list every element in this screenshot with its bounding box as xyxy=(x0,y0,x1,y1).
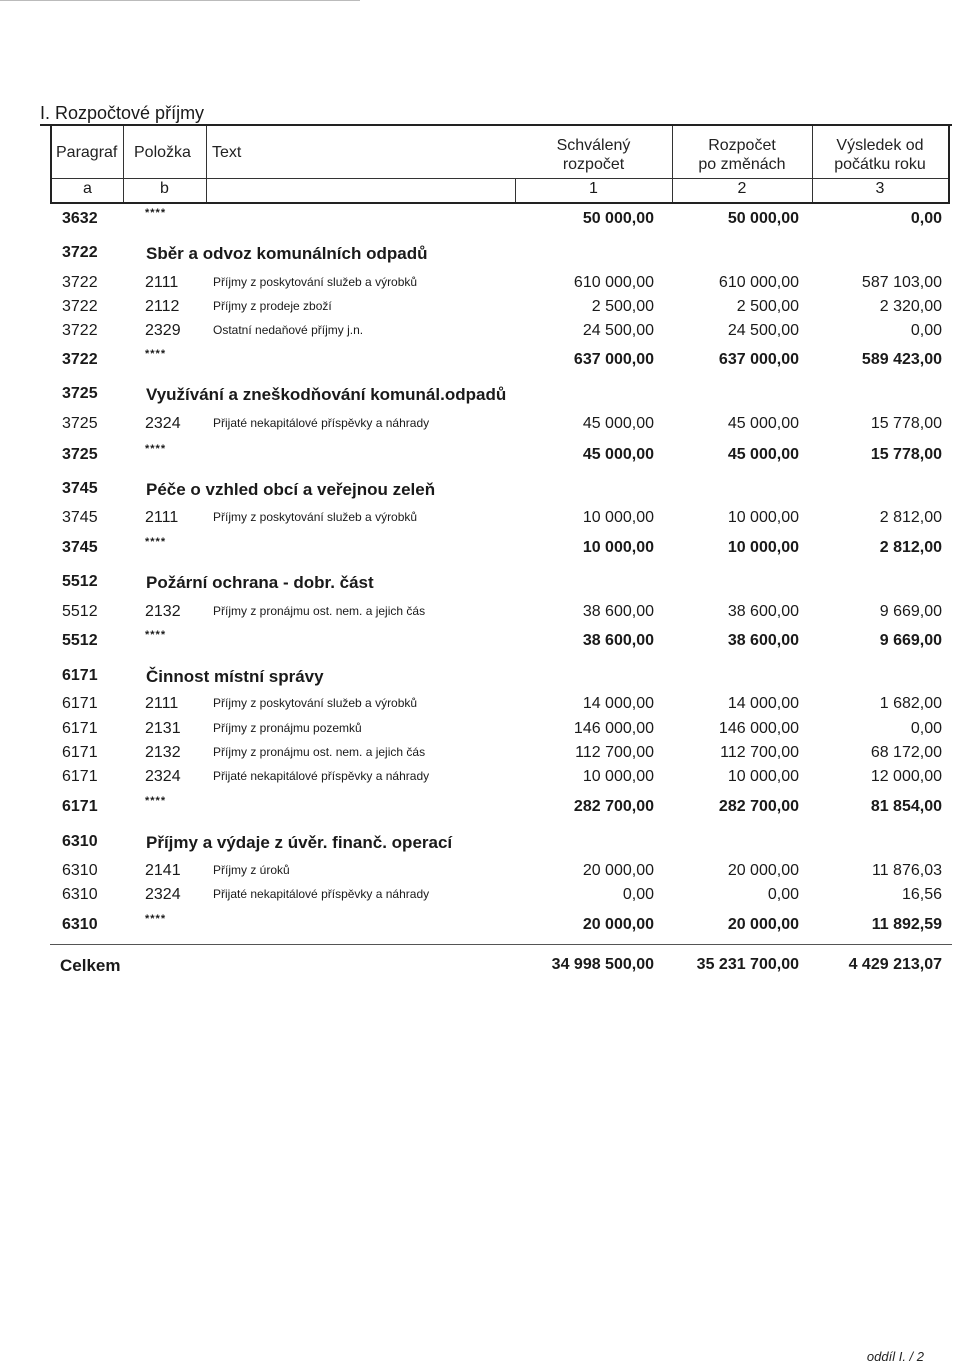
cell-polozka: **** xyxy=(145,207,167,219)
cell-vysledek: 15 778,00 xyxy=(870,415,942,432)
subtotal-row xyxy=(0,913,960,942)
cell-rozpocet: 14 000,00 xyxy=(727,695,799,712)
header-vysledek-line1: Výsledek od xyxy=(836,137,924,154)
cell-paragraf: 6171 xyxy=(62,798,98,815)
cell-polozka: **** xyxy=(145,348,167,360)
cell-polozka: **** xyxy=(145,913,167,925)
header-separator xyxy=(52,178,948,179)
cell-polozka: 2324 xyxy=(145,768,181,785)
cell-paragraf: 3722 xyxy=(62,274,98,291)
section-title: Péče o vzhled obcí a veřejnou zeleň xyxy=(146,480,436,499)
cell-rozpocet: 10 000,00 xyxy=(727,768,799,785)
cell-rozpocet: 20 000,00 xyxy=(727,862,799,879)
cell-text: Příjmy z poskytování služeb a výrobků xyxy=(213,510,418,524)
table-row xyxy=(0,298,960,324)
header-vysledek-line2: počátku roku xyxy=(834,156,926,173)
cell-paragraf: 3722 xyxy=(62,298,98,315)
page-title: I. Rozpočtové příjmy xyxy=(40,103,205,123)
cell-paragraf: 3632 xyxy=(62,210,98,227)
header-sub-b: b xyxy=(160,180,169,197)
header-paragraf: Paragraf xyxy=(56,144,118,161)
cell-paragraf: 3722 xyxy=(62,322,98,339)
header-schvaleny-line2: rozpočet xyxy=(562,156,625,173)
header-sub-3: 3 xyxy=(875,180,885,197)
cell-polozka: **** xyxy=(145,536,167,548)
cell-vysledek: 0,00 xyxy=(910,210,942,227)
table-row xyxy=(0,274,960,300)
cell-paragraf: 3725 xyxy=(62,385,98,402)
cell-schvaleny: 0,00 xyxy=(622,886,654,903)
cell-schvaleny: 38 600,00 xyxy=(582,603,654,620)
section-title: Využívání a zneškodňování komunál.odpadů xyxy=(146,385,507,404)
cell-polozka: 2111 xyxy=(145,509,179,526)
cell-rozpocet: 0,00 xyxy=(767,886,799,903)
cell-polozka: **** xyxy=(145,629,167,641)
cell-rozpocet: 282 700,00 xyxy=(718,798,799,815)
table-row xyxy=(0,322,960,348)
page-footer: oddíl I. / 2 xyxy=(866,1349,924,1364)
header-text: Text xyxy=(212,144,242,161)
cell-paragraf: 3745 xyxy=(62,539,98,556)
cell-schvaleny: 20 000,00 xyxy=(582,916,654,933)
cell-schvaleny: 50 000,00 xyxy=(582,210,654,227)
table-row xyxy=(0,862,960,888)
table-row xyxy=(0,744,960,770)
cell-vysledek: 68 172,00 xyxy=(870,744,942,761)
cell-rozpocet: 45 000,00 xyxy=(727,446,799,463)
cell-vysledek: 1 682,00 xyxy=(879,695,942,712)
cell-text: Ostatní nedaňové příjmy j.n. xyxy=(213,323,364,337)
section-row xyxy=(0,480,960,506)
table-header xyxy=(50,126,950,204)
cell-rozpocet: 2 500,00 xyxy=(736,298,799,315)
cell-text: Přijaté nekapitálové příspěvky a náhrady xyxy=(213,887,430,901)
cell-schvaleny: 637 000,00 xyxy=(573,351,654,368)
section-title: Příjmy a výdaje z úvěr. finanč. operací xyxy=(146,833,453,852)
header-rozpocet-line1: Rozpočet xyxy=(708,137,776,154)
section-title: Činnost místní správy xyxy=(146,667,324,686)
cell-polozka: 2324 xyxy=(145,415,181,432)
grand-total-vysledek: 4 429 213,07 xyxy=(848,956,942,973)
subtotal-row xyxy=(0,207,960,236)
cell-paragraf: 3725 xyxy=(62,446,98,463)
cell-text: Příjmy z úroků xyxy=(213,863,290,877)
cell-polozka: 2329 xyxy=(145,322,181,339)
cell-rozpocet: 146 000,00 xyxy=(718,720,799,737)
cell-vysledek: 0,00 xyxy=(910,720,942,737)
cell-paragraf: 6310 xyxy=(62,916,98,933)
cell-vysledek: 16,56 xyxy=(901,886,942,903)
cell-polozka: 2324 xyxy=(145,886,181,903)
section-title: Požární ochrana - dobr. část xyxy=(146,573,374,592)
grand-total-schvaleny: 34 998 500,00 xyxy=(551,956,654,973)
cell-paragraf: 6171 xyxy=(62,667,98,684)
cell-rozpocet: 38 600,00 xyxy=(727,603,799,620)
cell-text: Příjmy z pronájmu pozemků xyxy=(213,721,362,735)
cell-paragraf: 6310 xyxy=(62,886,98,903)
cell-vysledek: 2 812,00 xyxy=(879,509,942,526)
cell-schvaleny: 10 000,00 xyxy=(582,768,654,785)
cell-rozpocet: 637 000,00 xyxy=(718,351,799,368)
header-polozka: Položka xyxy=(134,144,191,161)
cell-paragraf: 3745 xyxy=(62,509,98,526)
cell-paragraf: 3745 xyxy=(62,480,98,497)
grand-total-row xyxy=(0,956,960,982)
cell-polozka: 2131 xyxy=(145,720,181,737)
header-rozpocet-line2: po změnách xyxy=(698,156,786,173)
cell-vysledek: 0,00 xyxy=(910,322,942,339)
cell-vysledek: 9 669,00 xyxy=(879,603,942,620)
header-sub-2: 2 xyxy=(737,180,747,197)
cell-polozka: **** xyxy=(145,795,167,807)
cell-paragraf: 6310 xyxy=(62,833,98,850)
cell-paragraf: 5512 xyxy=(62,603,98,620)
cell-paragraf: 6171 xyxy=(62,720,98,737)
cell-text: Příjmy z pronájmu ost. nem. a jejich čás xyxy=(213,745,426,759)
cell-paragraf: 6310 xyxy=(62,862,98,879)
cell-paragraf: 6171 xyxy=(62,768,98,785)
cell-vysledek: 11 876,03 xyxy=(872,862,942,879)
cell-vysledek: 589 423,00 xyxy=(861,351,942,368)
cell-schvaleny: 282 700,00 xyxy=(573,798,654,815)
cell-schvaleny: 112 700,00 xyxy=(575,744,654,761)
table-row xyxy=(0,415,960,441)
cell-polozka: 2132 xyxy=(145,603,181,620)
header-sub-a: a xyxy=(83,180,92,197)
grand-total-label: Celkem xyxy=(60,956,121,975)
cell-paragraf: 6171 xyxy=(62,744,98,761)
top-edge-line xyxy=(0,0,360,1)
cell-rozpocet: 24 500,00 xyxy=(727,322,799,339)
cell-rozpocet: 112 700,00 xyxy=(720,744,799,761)
section-row xyxy=(0,385,960,411)
cell-schvaleny: 38 600,00 xyxy=(582,632,654,649)
cell-polozka: 2112 xyxy=(145,298,180,315)
cell-rozpocet: 10 000,00 xyxy=(727,539,799,556)
cell-schvaleny: 610 000,00 xyxy=(573,274,654,291)
cell-polozka: 2111 xyxy=(145,274,179,291)
cell-vysledek: 11 892,59 xyxy=(871,916,942,933)
cell-schvaleny: 146 000,00 xyxy=(573,720,654,737)
cell-text: Příjmy z poskytování služeb a výrobků xyxy=(213,696,418,710)
cell-paragraf: 3725 xyxy=(62,415,98,432)
cell-schvaleny: 20 000,00 xyxy=(582,862,654,879)
cell-schvaleny: 2 500,00 xyxy=(591,298,654,315)
cell-schvaleny: 24 500,00 xyxy=(582,322,654,339)
cell-schvaleny: 14 000,00 xyxy=(582,695,654,712)
table-row xyxy=(0,603,960,629)
cell-rozpocet: 610 000,00 xyxy=(718,274,799,291)
section-title: Sběr a odvoz komunálních odpadů xyxy=(146,244,428,263)
cell-vysledek: 12 000,00 xyxy=(870,768,942,785)
cell-schvaleny: 45 000,00 xyxy=(582,446,654,463)
cell-text: Přijaté nekapitálové příspěvky a náhrady xyxy=(213,416,430,430)
header-schvaleny-line1: Schválený xyxy=(556,137,631,154)
section-row xyxy=(0,573,960,599)
cell-text: Příjmy z poskytování služeb a výrobků xyxy=(213,275,418,289)
subtotal-row xyxy=(0,629,960,658)
table-row xyxy=(0,768,960,794)
subtotal-row xyxy=(0,348,960,377)
subtotal-row xyxy=(0,536,960,565)
header-sub-1: 1 xyxy=(589,180,598,197)
table-row xyxy=(0,720,960,746)
table-row xyxy=(0,509,960,535)
cell-text: Přijaté nekapitálové příspěvky a náhrady xyxy=(213,769,430,783)
header-schvaleny xyxy=(515,136,672,174)
cell-vysledek: 2 812,00 xyxy=(879,539,942,556)
cell-text: Příjmy z prodeje zboží xyxy=(213,299,332,313)
cell-vysledek: 81 854,00 xyxy=(870,798,942,815)
cell-rozpocet: 20 000,00 xyxy=(727,916,799,933)
cell-text: Příjmy z pronájmu ost. nem. a jejich čás xyxy=(213,604,426,618)
cell-schvaleny: 10 000,00 xyxy=(582,539,654,556)
cell-polozka: 2132 xyxy=(145,744,181,761)
cell-paragraf: 5512 xyxy=(62,632,98,649)
cell-schvaleny: 10 000,00 xyxy=(582,509,654,526)
header-rozpocet xyxy=(672,136,812,174)
cell-rozpocet: 50 000,00 xyxy=(727,210,799,227)
cell-paragraf: 5512 xyxy=(62,573,98,590)
table-row xyxy=(0,886,960,912)
grand-total-rozpocet: 35 231 700,00 xyxy=(696,956,799,973)
section-row xyxy=(0,244,960,270)
cell-polozka: 2141 xyxy=(145,862,181,879)
section-row xyxy=(0,667,960,693)
cell-schvaleny: 45 000,00 xyxy=(582,415,654,432)
cell-vysledek: 2 320,00 xyxy=(879,298,942,315)
grand-total-rule xyxy=(50,944,952,945)
section-row xyxy=(0,833,960,859)
subtotal-row xyxy=(0,795,960,824)
table-row xyxy=(0,695,960,721)
cell-polozka: **** xyxy=(145,443,167,455)
header-vysledek xyxy=(812,136,948,174)
cell-vysledek: 587 103,00 xyxy=(861,274,942,291)
cell-vysledek: 15 778,00 xyxy=(870,446,942,463)
subtotal-row xyxy=(0,443,960,472)
header-divider xyxy=(206,126,207,202)
cell-rozpocet: 10 000,00 xyxy=(727,509,799,526)
cell-paragraf: 3722 xyxy=(62,351,98,368)
cell-rozpocet: 45 000,00 xyxy=(727,415,799,432)
cell-vysledek: 9 669,00 xyxy=(879,632,942,649)
cell-paragraf: 3722 xyxy=(62,244,98,261)
cell-rozpocet: 38 600,00 xyxy=(727,632,799,649)
cell-paragraf: 6171 xyxy=(62,695,98,712)
cell-polozka: 2111 xyxy=(145,695,179,712)
